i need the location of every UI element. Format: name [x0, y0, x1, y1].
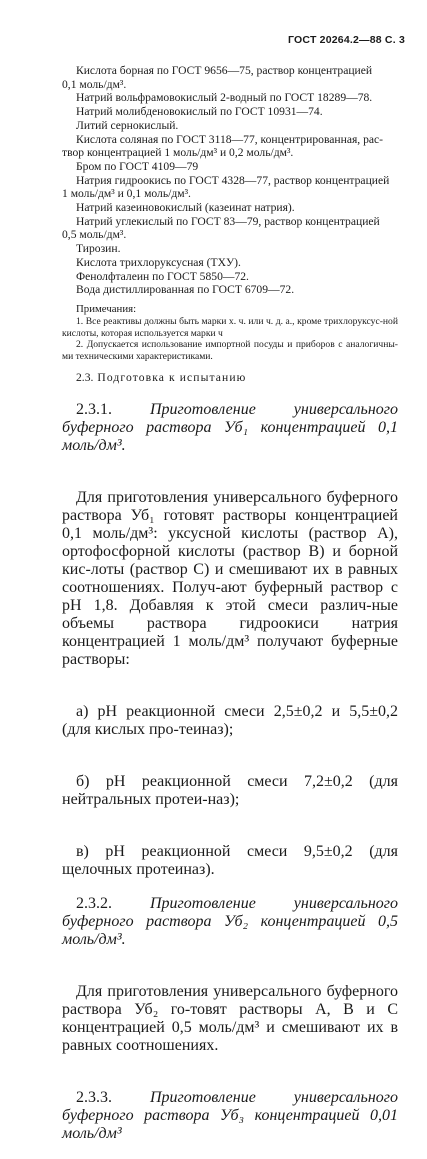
- page-header: ГОСТ 20264.2—88 С. 3: [288, 34, 405, 46]
- paragraph: Для приготовления универсального буферного раствора Уб₁ готовят растворы концентрацией 0,1 моль/дм³: уксусной кислоты (раствор А), ортофосфорной кислоты (раствор В) и борной кис-лоты (раствор С) и смешивают их в равных соотношениях. Получ-ают буферный раствор с рН 1,8. Добавляя к этой смеси различ-ные объемы раствора гидроокиси натрия концентрацией 1 моль/дм³ получают буферные растворы:: [62, 489, 398, 669]
- reagent-line: Кислота борная по ГОСТ 9656—75, раствор концентрацией: [76, 64, 373, 77]
- subsection-title: Приготовление универсального буферного раствора Уб₃ концентрацией 0,01 моль/дм³: [62, 1089, 398, 1143]
- note-item: 2. Допускается использование импортной посуды и приборов с аналогичны-ми техническими характеристиками.: [62, 339, 398, 362]
- reagent-line: Натрий вольфрамовокислый 2-водный по ГОСТ 18289—78.: [76, 91, 373, 105]
- document-body: [62, 64, 398, 1159]
- reagent-line: 0,1 моль/дм³.: [62, 77, 127, 91]
- reagent-line: Натрий углекислый по ГОСТ 83—79, раствор концентрацией: [76, 214, 380, 228]
- list-item: б) рН реакционной смеси 7,2±0,2 (для нейтральных протеи-наз);: [62, 773, 398, 809]
- section-number: 2.3.: [76, 371, 94, 385]
- subsection-heading: [62, 401, 398, 455]
- reagent-line: Бром по ГОСТ 4109—79: [76, 159, 199, 173]
- subsection-title: Приготовление универсального буферного раствора Уб₁ концентрацией 0,1 моль/дм³.: [62, 401, 398, 455]
- reagent-line: Натрий молибденовокислый по ГОСТ 10931—74.: [76, 105, 323, 119]
- reagent-line: Натрия гидроокись по ГОСТ 4328—77, раствор концентрацией: [76, 173, 390, 187]
- reagent-line: Литий сернокислый.: [76, 118, 179, 132]
- reagent-line: 0,5 моль/дм³.: [62, 228, 127, 242]
- reagent-line: Тирозин.: [76, 242, 121, 256]
- reagent-line: Кислота трихлоруксусная (ТХУ).: [76, 255, 241, 269]
- subsection-number: 2.3.1.: [76, 401, 112, 419]
- subsection-number: 2.3.3.: [76, 1089, 112, 1107]
- reagent-line: Натрий казеиновокислый (казеинат натрия).: [76, 201, 295, 215]
- subsection-title: Приготовление универсального буферного раствора Уб₂ концентрацией 0,5 моль/дм³.: [62, 895, 398, 949]
- reagent-line: 1 моль/дм³ и 0,1 моль/дм³.: [62, 187, 191, 201]
- list-item: в) рН реакционной смеси 9,5±0,2 (для щелочных протеиназ).: [62, 843, 398, 879]
- note-item: 1. Все реактивы должны быть марки х. ч. или ч. д. а., кроме трихлоруксус-ной кислоты, которая используется марки ч: [62, 315, 398, 339]
- notes-title: Примечания:: [76, 302, 137, 315]
- paragraph: Для приготовления универсального буферного раствора Уб₂ го-товят растворы А, В и С концентрацией 0,5 моль/дм³ и смешивают их в равных соотношениях.: [62, 983, 398, 1055]
- reagent-line: Фенолфталеин по ГОСТ 5850—72.: [76, 269, 249, 283]
- subsection-heading: [62, 895, 398, 949]
- subsection-heading: [62, 1089, 398, 1143]
- reagent-line: твор концентрацией 1 моль/дм³ и 0,2 моль/дм³.: [62, 146, 294, 160]
- reagent-line: Вода дистиллированная по ГОСТ 6709—72.: [76, 283, 295, 297]
- list-item: а) рН реакционной смеси 2,5±0,2 и 5,5±0,2 (для кислых про-теиназ);: [62, 703, 398, 739]
- section-title: Подготовка к испытанию: [97, 371, 247, 385]
- subsection-number: 2.3.2.: [76, 895, 112, 913]
- reagent-line: Кислота соляная по ГОСТ 3118—77, концентрированная, рас-: [76, 132, 384, 146]
- section-heading: [62, 371, 398, 385]
